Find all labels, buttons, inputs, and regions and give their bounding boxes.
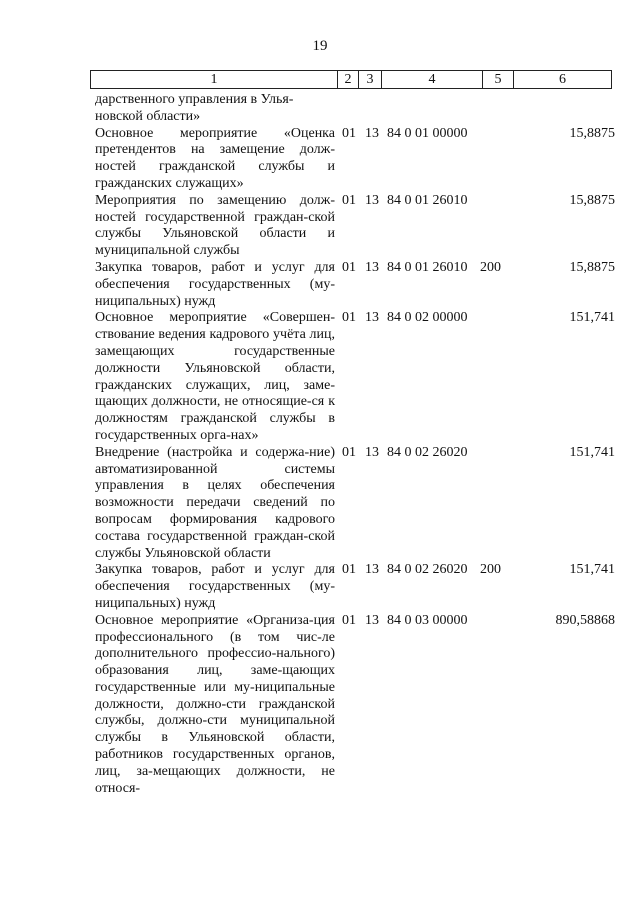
- row-amount: 151,741: [569, 310, 615, 326]
- row-target-article: 84 0 03 00000: [387, 612, 468, 628]
- header-col-3: 3: [359, 71, 382, 89]
- row-amount: 151,741: [569, 562, 615, 578]
- row-description: Основное мероприятие «Оценка претендентов на замещение долж-ностей гражданской службы и гражданских служащих»: [95, 125, 335, 191]
- table-row: [95, 445, 615, 563]
- page-number: 19: [312, 38, 328, 54]
- table-row: [95, 310, 615, 444]
- row-section-code: 01: [342, 310, 356, 326]
- row-section-code: 01: [342, 259, 356, 275]
- row-subsection-code: 13: [365, 444, 379, 460]
- row-section-code: 01: [342, 612, 356, 628]
- header-col-1: 1: [91, 71, 338, 89]
- row-target-article: 84 0 02 26020: [387, 562, 468, 578]
- row-description: дарственного управления в Улья- новской области»: [95, 92, 294, 124]
- row-amount: 890,58868: [555, 612, 615, 628]
- row-subsection-code: 13: [365, 125, 379, 141]
- row-section-code: 01: [342, 192, 356, 208]
- row-target-article: 84 0 01 00000: [387, 125, 468, 141]
- row-expense-type: 200: [480, 259, 501, 275]
- header-col-4: 4: [382, 71, 483, 89]
- row-expense-type: 200: [480, 562, 501, 578]
- row-description: Основное мероприятие «Совершен-ствование ведения кадрового учёта лиц, замещающих государственные должности Ульяновской области, гражданских служащих, лиц, заме-щающих должности, не относящие-ся к должностям гражданской службы в государственных орга-нах»: [95, 310, 335, 443]
- budget-table-body: [95, 92, 615, 797]
- row-section-code: 01: [342, 444, 356, 460]
- row-section-code: 01: [342, 562, 356, 578]
- row-amount: 15,8875: [569, 125, 615, 141]
- row-subsection-code: 13: [365, 612, 379, 628]
- row-target-article: 84 0 02 26020: [387, 444, 468, 460]
- table-row: [95, 193, 615, 260]
- row-description: Основное мероприятие «Организа-ция профессионального (в том чис-ле дополнительного профессио-нального) образования лиц, заме-щающих государственные или му-ниципальные должности, должно-сти гражданской службы, должно-сти муниципальной службы в Ульяновской области, работников государственных органов, лиц, за-мещающих должности, не относя-: [95, 612, 335, 796]
- header-col-5: 5: [483, 71, 514, 89]
- row-subsection-code: 13: [365, 192, 379, 208]
- table-header: [90, 70, 612, 89]
- row-target-article: 84 0 02 00000: [387, 310, 468, 326]
- row-description: Мероприятия по замещению долж-ностей государственной граждан-ской службы Ульяновской области и муниципальной службы: [95, 192, 335, 259]
- row-subsection-code: 13: [365, 310, 379, 326]
- header-col-2: 2: [338, 71, 359, 89]
- header-col-6: 6: [514, 71, 612, 89]
- row-subsection-code: 13: [365, 259, 379, 275]
- row-description: Внедрение (настройка и содержа-ние) автоматизированной системы управления в целях обеспечения возможности передачи сведений по вопросам формирования кадрового состава государственной граждан-ской службы Ульяновской области: [95, 444, 335, 561]
- row-description: Закупка товаров, работ и услуг для обеспечения государственных (му-ниципальных) нужд: [95, 259, 335, 309]
- table-row: [95, 613, 615, 798]
- row-target-article: 84 0 01 26010: [387, 259, 468, 275]
- table-row: [95, 126, 615, 193]
- row-subsection-code: 13: [365, 562, 379, 578]
- row-amount: 151,741: [569, 444, 615, 460]
- row-target-article: 84 0 01 26010: [387, 192, 468, 208]
- row-description: Закупка товаров, работ и услуг для обеспечения государственных (му-ниципальных) нужд: [95, 562, 335, 611]
- table-row: [95, 562, 615, 612]
- table-header-row: [91, 71, 612, 89]
- table-row: [95, 260, 615, 310]
- row-amount: 15,8875: [569, 259, 615, 275]
- row-section-code: 01: [342, 125, 356, 141]
- table-row: [95, 92, 615, 126]
- row-amount: 15,8875: [569, 192, 615, 208]
